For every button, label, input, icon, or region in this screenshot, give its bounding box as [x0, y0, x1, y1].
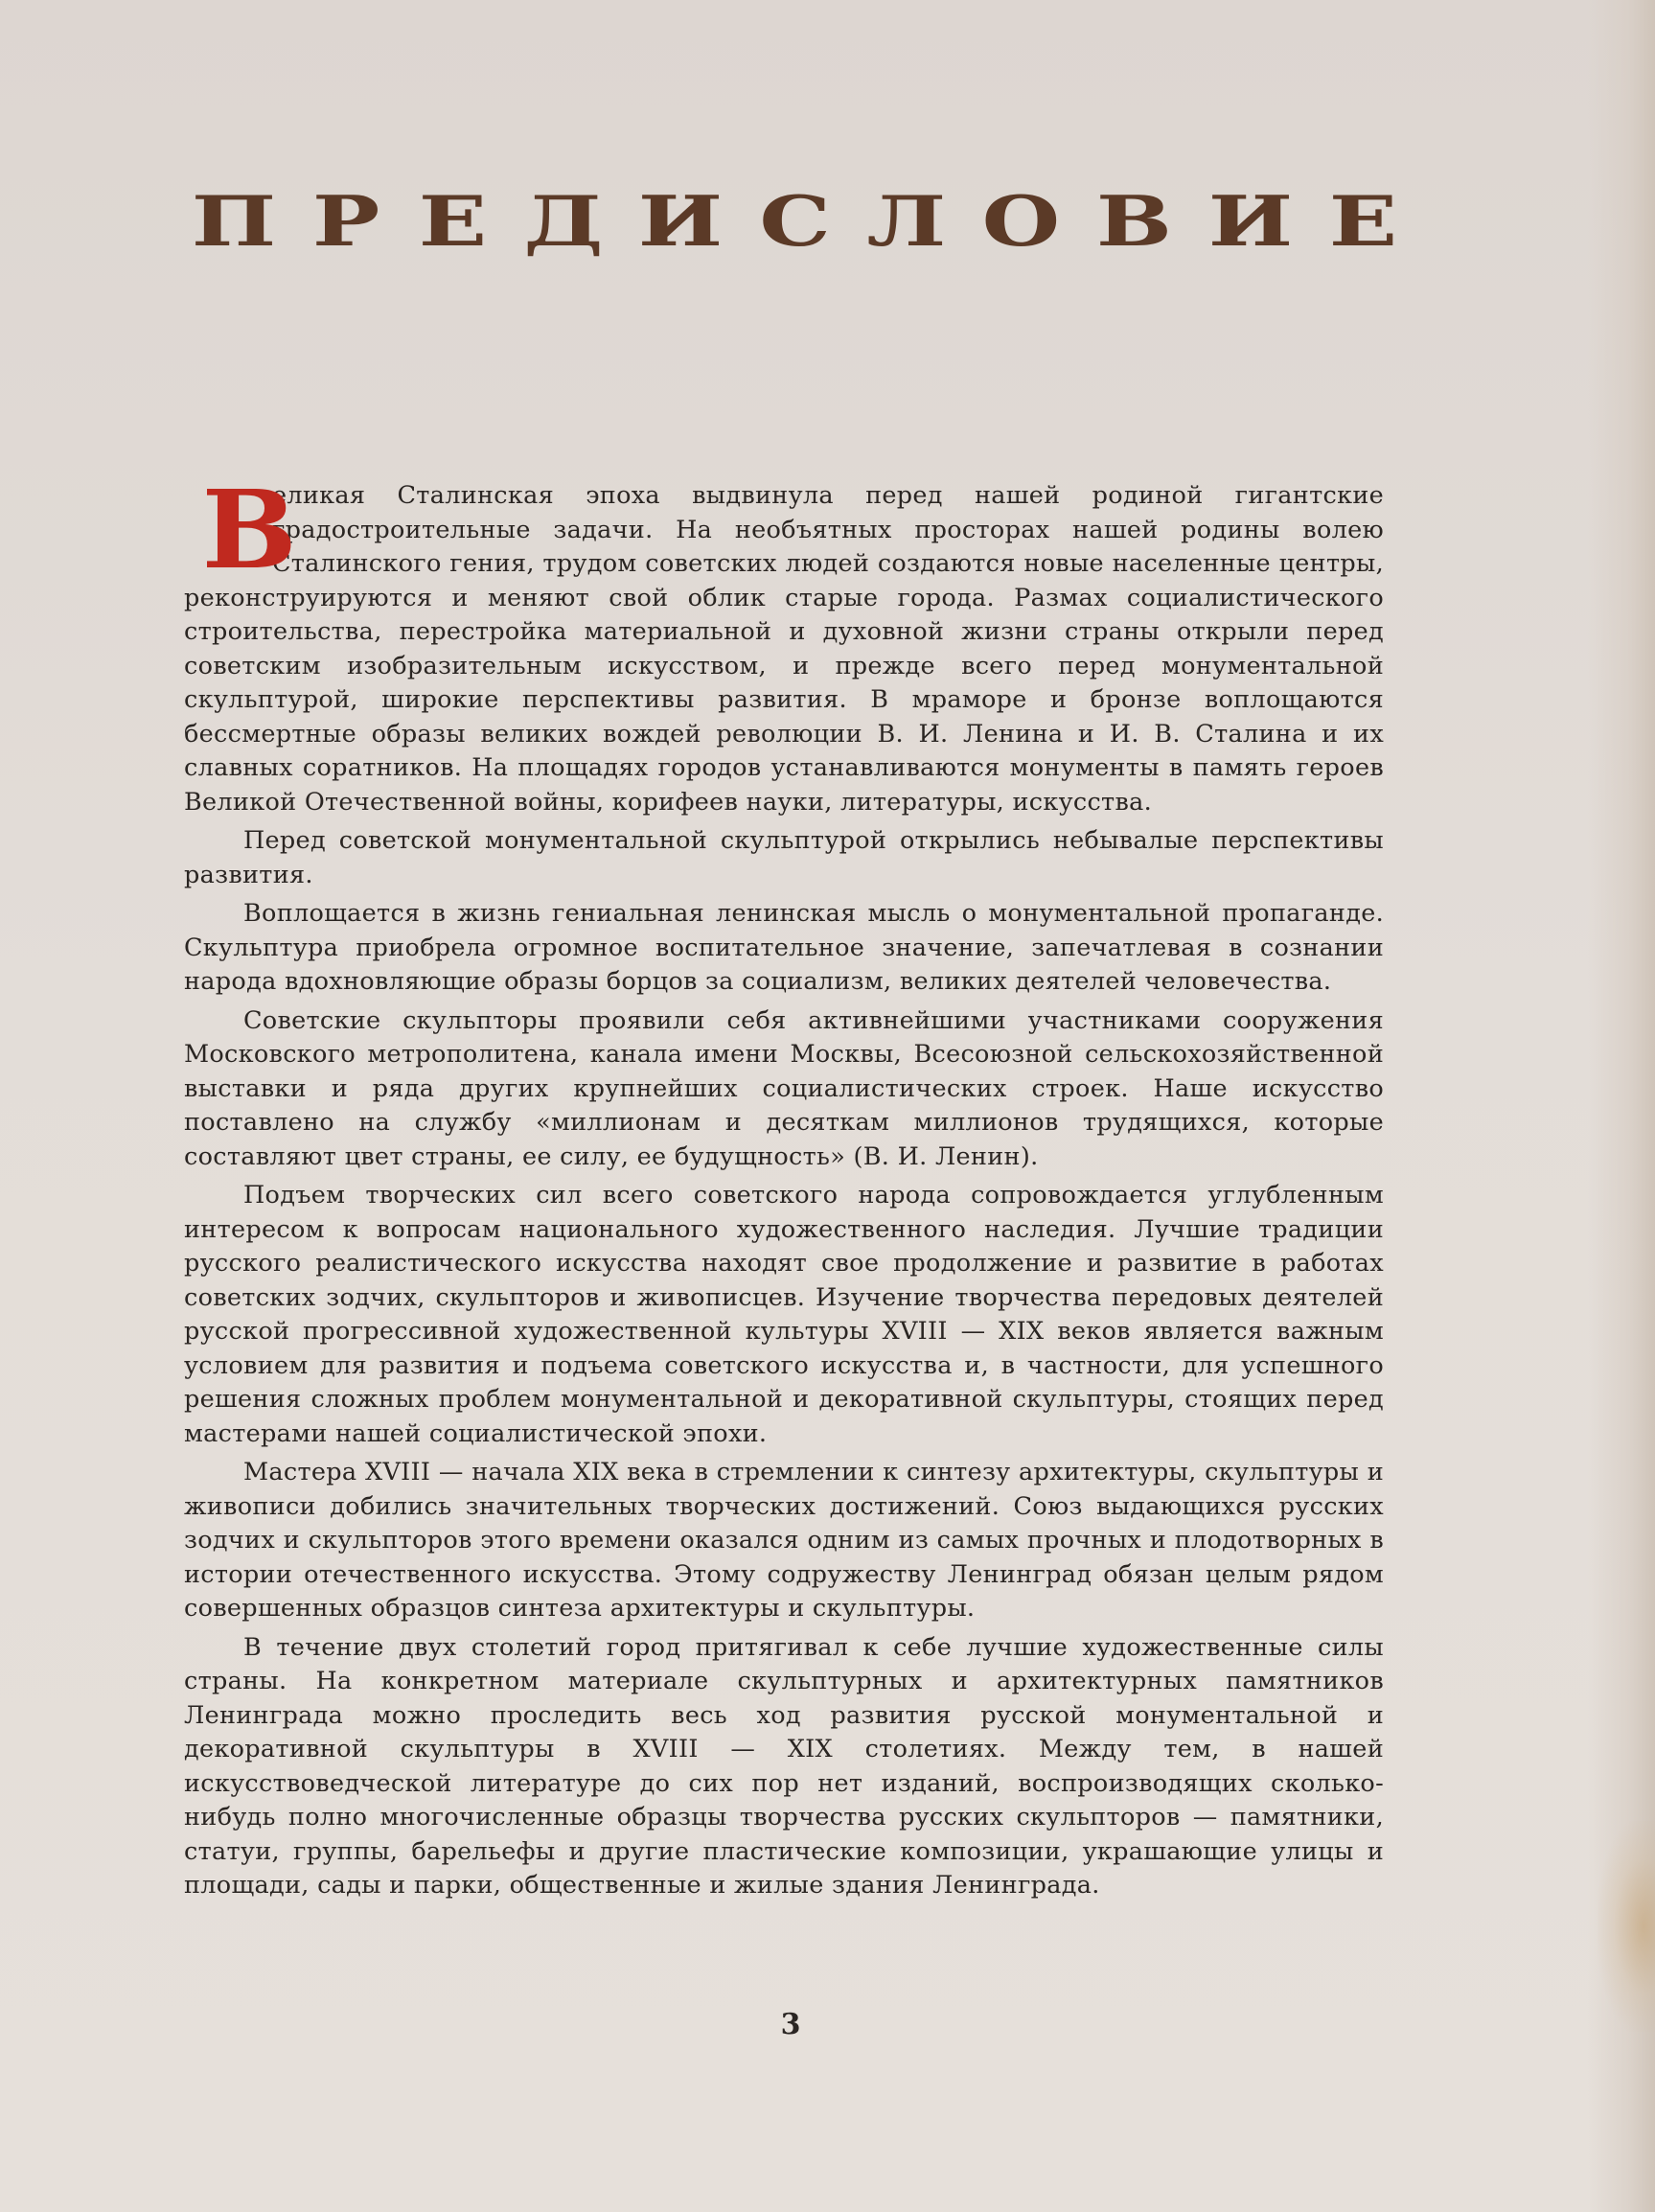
paragraph: В течение двух столетий город притягивал к себе лучшие художественные силы страны. На конкретном материале скульптурных и архитектурных памятников Ленинграда можно проследить весь ход развития русской монументальной и декоративной скульптуры в XVIII — XIX столетиях. Между тем, в нашей искусствоведческой литературе до сих пор нет изданий, воспроизводящих сколько-нибудь полно многочисленные образцы творчества русских скульпторов — памятники, статуи, группы, барельефы и другие пластические композиции, украшающие улицы и площади, сады и парки, общественные и жилые здания Ленинграда.	[184, 1632, 1384, 1900]
paragraph: Мастера XVIII — начала XIX века в стремлении к синтезу архитектуры, скульптуры и живописи добились значительных творческих достижений. Союз выдающихся русских зодчих и скульпторов этого времени оказался одним из самых прочных и плодотворных в истории отечественного искусства. Этому содружеству Ленинград обязан целым рядом совершенных образцов синтеза архитектуры и скульптуры.	[184, 1458, 1384, 1623]
paragraph-text: еликая Сталинская эпоха выдвинула перед нашей родиной гигантские градостроительные задачи. На необъятных просторах нашей родины волею Сталинского гения, трудом советских людей создаются новые населенные центры, реконструируются и меняют свой облик старые города. Размах социалистического строительства, перестройка материальной и духовной жизни страны открыли перед советским изобразительным искусством, и прежде всего перед монументальной скульптурой, широкие перспективы развития. В мраморе и бронзе воплощаются бессмертные образы великих вождей революции В. И. Ленина и И. В. Сталина и их славных соратников. На площадях городов устанавливаются монументы в память героев Великой Отечественной войны, корифеев науки, литературы, искусства.	[184, 481, 1384, 817]
title-letter: О	[981, 179, 1061, 262]
body-text	[184, 468, 1384, 1908]
paragraph: Воплощается в жизнь гениальная ленинская мысль о монументальной пропаганде. Скульптура приобрела огромное воспитательное значение, запечатлевая в сознании народа вдохновляющие образы борцов за социализм, великих деятелей человечества.	[184, 899, 1384, 996]
title-letter: Д	[523, 179, 604, 262]
paragraph	[184, 468, 1384, 819]
title-letter: И	[1207, 179, 1293, 262]
drop-cap: В	[201, 468, 298, 593]
paragraph: Перед советской монументальной скульптурой открылись небывалые перспективы развития.	[184, 826, 1384, 889]
title-letter: Л	[866, 179, 947, 262]
title-letter: И	[638, 179, 724, 262]
title-letter: Е	[1328, 179, 1398, 262]
title-letter: П	[191, 179, 277, 262]
page-title	[191, 173, 1398, 268]
paragraph: Советские скульпторы проявили себя активнейшими участниками сооружения Московского метрополитена, канала имени Москвы, Всесоюзной сельскохозяйственной выставки и ряда других крупнейших социалистических строек. Наше искусство поставлено на службу «миллионам и десяткам миллионов трудящихся, которые составляют цвет страны, ее силу, ее будущность» (В. И. Ленин).	[184, 1005, 1384, 1171]
title-letter: В	[1096, 179, 1173, 262]
paper-stain	[1598, 1821, 1655, 2032]
paragraph: Подъем творческих сил всего советского народа сопровождается углубленным интересом к вопросам национального художественного наследия. Лучшие традиции русского реалистического искусства находят свое продолжение и развитие в работах советских зодчих, скульпторов и живописцев. Изучение творчества передовых деятелей русской прогрессивной художественной культуры XVIII — XIX веков является важным условием для развития и подъема советского искусства и, в частности, для успешного решения сложных проблем монументальной и декоративной скульптуры, стоящих перед мастерами нашей социалистической эпохи.	[184, 1181, 1384, 1448]
title-letter: Р	[312, 179, 380, 262]
page-number: 3	[780, 2008, 801, 2041]
title-letter: Е	[418, 179, 487, 262]
title-letter: С	[759, 179, 831, 262]
